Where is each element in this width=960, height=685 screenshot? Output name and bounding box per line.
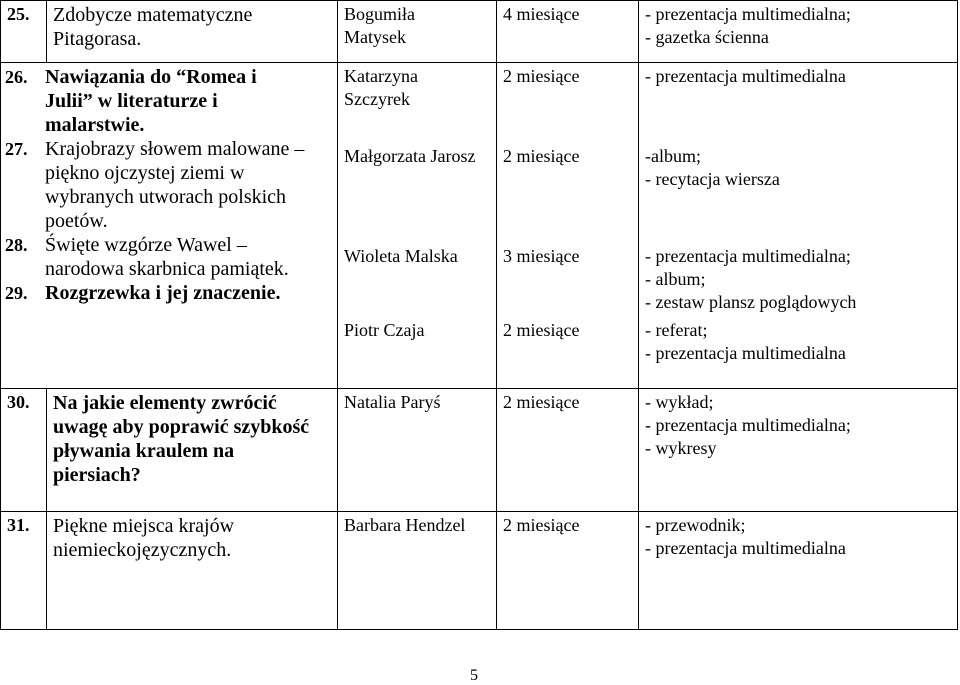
form-item: - prezentacja multimedialna; [645, 246, 851, 266]
time-text: 2 miesiące [503, 66, 580, 86]
person-cell: Natalia Paryś [338, 389, 497, 512]
person-cell: Barbara Hendzel [338, 512, 497, 630]
form-item: - wykład; [645, 392, 714, 412]
form-item: - prezentacja multimedialna [645, 343, 846, 363]
topic-text: Rozgrzewka i jej znaczenie. [45, 282, 281, 304]
topic-cell [47, 389, 338, 512]
time-cell: 2 miesiące [497, 389, 639, 512]
form-item: - prezentacja multimedialna [645, 66, 846, 86]
topic-entry [5, 137, 333, 233]
row-number: 25. [1, 1, 47, 63]
form-item: - zestaw plansz poglądowych [645, 292, 857, 312]
form-list [645, 145, 780, 191]
time-text: 3 miesiące [503, 246, 580, 266]
table-row [1, 63, 958, 389]
topic-entry [5, 65, 333, 137]
table-row [1, 1, 958, 63]
row-number: 27. [5, 139, 28, 159]
time-text: 2 miesiące [503, 146, 580, 166]
form-list [645, 245, 856, 314]
row-number: 30. [1, 389, 47, 512]
form-item: - recytacja wiersza [645, 169, 780, 189]
row-number: 28. [5, 235, 28, 255]
form-cell [639, 1, 958, 63]
form-item: - prezentacja multimedialna; [645, 415, 851, 435]
person-cell: Bogumiła Matysek [338, 1, 497, 63]
person-group-cell [338, 63, 497, 389]
topic-entry [5, 233, 333, 281]
topic-cell [47, 512, 338, 630]
table-row [1, 389, 958, 512]
form-item: -album; [645, 146, 701, 166]
table-row [1, 512, 958, 630]
time-group-cell [497, 63, 639, 389]
topic-text: Święte wzgórze Wawel – narodowa skarbnica pamiątek. [45, 234, 289, 280]
form-item: - prezentacja multimedialna [645, 538, 846, 558]
topic-text: Zdobycze matematyczne Pitagorasa. [53, 4, 253, 50]
topics-group-cell [1, 63, 338, 389]
form-cell [639, 389, 958, 512]
person-text: Małgorzata Jarosz [344, 146, 476, 166]
topic-text: Na jakie elementy zwrócić uwagę aby poprawić szybkość pływania kraulem na piersiach? [53, 392, 310, 486]
person-text: Wioleta Malska [344, 246, 458, 266]
form-item: - album; [645, 269, 706, 289]
time-text: 2 miesiące [503, 320, 580, 340]
topic-text: Nawiązania do “Romea i Julii” w literaturze i malarstwie. [45, 66, 257, 136]
form-item: - gazetka ścienna [645, 27, 769, 47]
topic-entry [5, 281, 333, 305]
form-item: - wykresy [645, 438, 717, 458]
topic-cell [47, 1, 338, 63]
topic-text: Piękne miejsca krajów niemieckojęzycznych. [53, 515, 235, 561]
form-item: - referat; [645, 320, 708, 340]
form-list [645, 319, 846, 365]
page-number: 5 [470, 667, 478, 684]
time-cell: 2 miesiące [497, 512, 639, 630]
person-text: Katarzyna Szczyrek [344, 66, 418, 109]
person-text: Piotr Czaja [344, 320, 425, 340]
form-item: - przewodnik; [645, 515, 746, 535]
form-group-cell [639, 63, 958, 389]
row-number: 31. [1, 512, 47, 630]
row-number: 26. [5, 67, 28, 87]
row-number: 29. [5, 283, 28, 303]
time-cell: 4 miesiące [497, 1, 639, 63]
form-list [645, 65, 846, 88]
form-item: - prezentacja multimedialna; [645, 4, 851, 24]
topic-text: Krajobrazy słowem malowane – piękno ojczystej ziemi w wybranych utworach polskich poetów. [45, 138, 305, 232]
form-cell [639, 512, 958, 630]
